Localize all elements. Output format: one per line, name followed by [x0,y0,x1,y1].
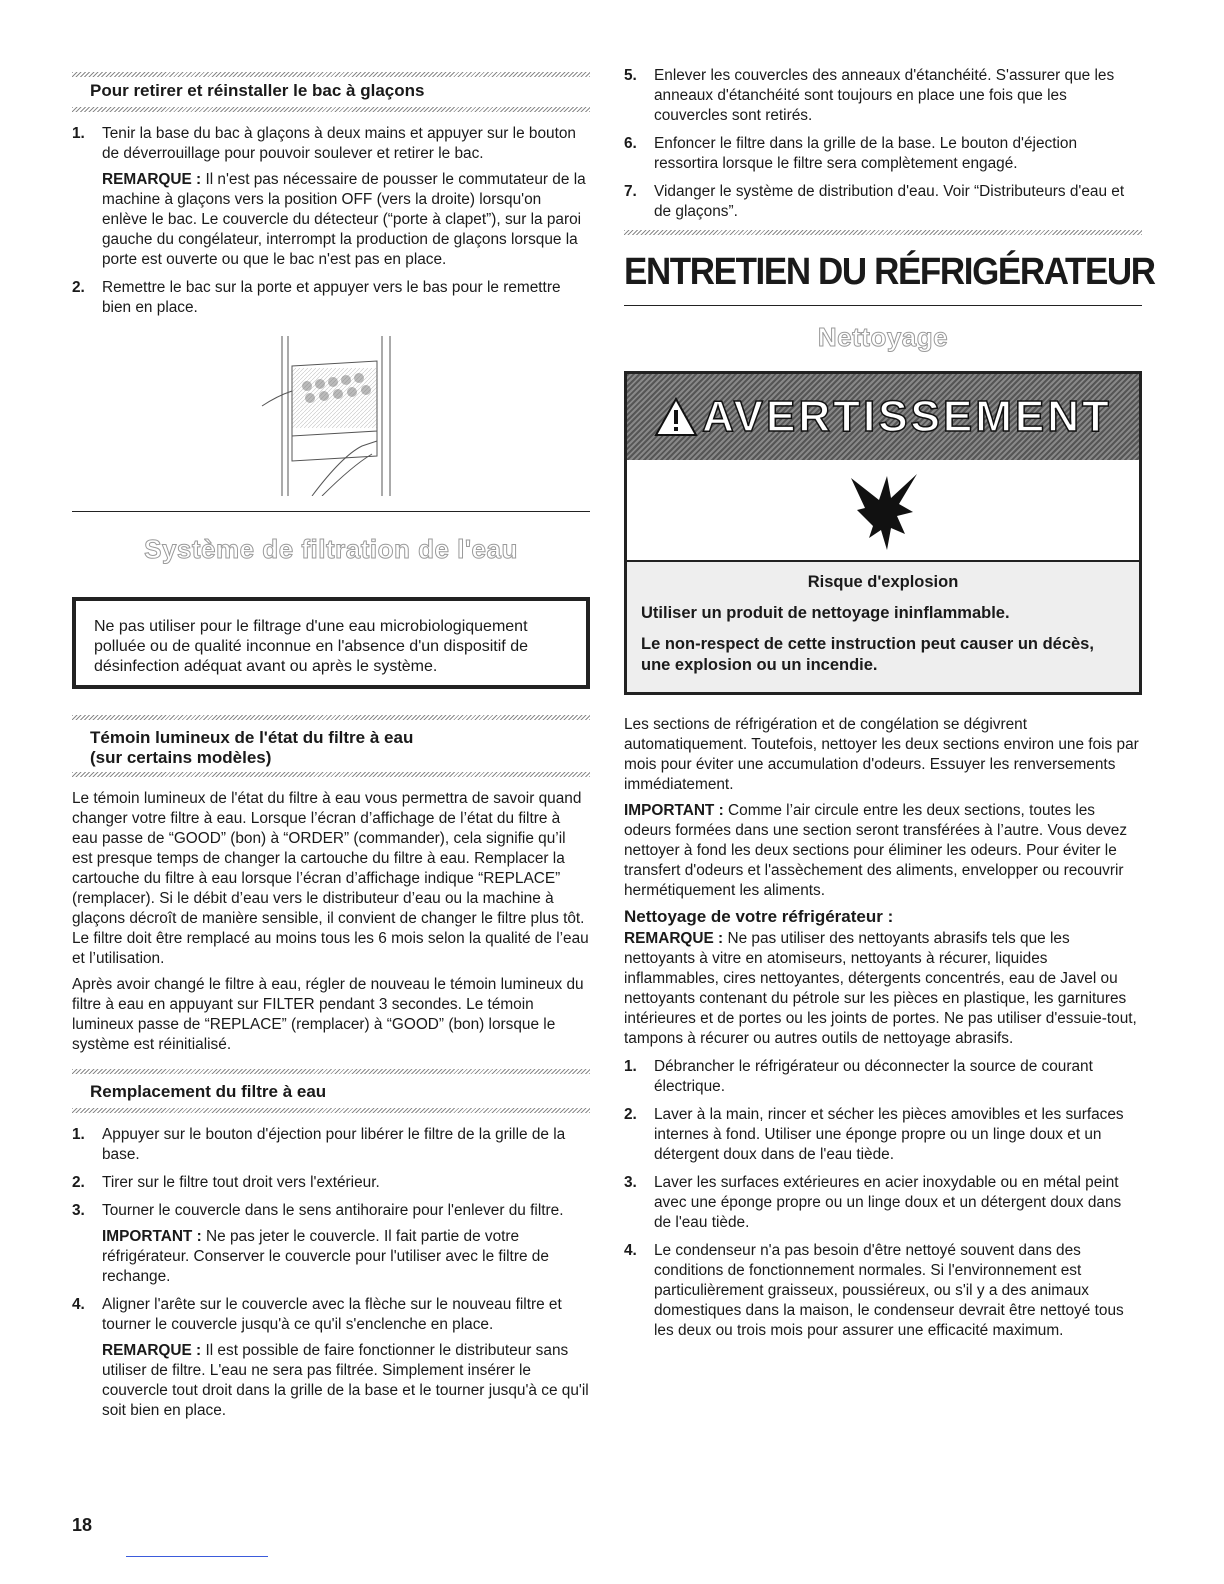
filter-replacement-steps [72,1125,590,1421]
list-item: 5. Enlever les couvercles des anneaux d'étanchéité. S'assurer que les anneaux d'étanchéité sont toujours en place une fois que les couvercles sont retirés. [624,67,1115,124]
filter-replacement-steps-continued [624,66,1142,222]
divider [72,772,590,777]
filtration-title: Système de filtration de l'eau [144,534,518,564]
ice-bin-illustration [252,336,452,496]
explosion-icon [627,460,1139,562]
important-paragraph: IMPORTANT : Comme l’air circule entre les deux sections, toutes les odeurs formées dans une section seront transférées à l’autre. Vous devez nettoyer à fond les deux sections pour éliminer les odeurs. Pour éviter le transfert d'odeurs et l'assèchement des aliments, envelopper ou recouvrir hermétiquement les aliments. [624,802,1128,899]
cleaning-steps [624,1057,1142,1341]
list-item: 3. Laver les surfaces extérieures en acier inoxydable ou en métal peint avec une éponge propre ou un linge doux et un détergent doux dans de l'eau tiède. [624,1174,1122,1231]
list-item: 7. Vidanger le système de distribution d'eau. Voir “Distributeurs d'eau et de glaçons”. [624,183,1125,220]
heading-filter-replacement: Remplacement du filtre à eau [90,1082,327,1101]
list-item: 1. Appuyer sur le bouton d'éjection pour libérer le filtre de la grille de la base. [72,1126,566,1163]
cleaning-subheading: Nettoyage de votre réfrigérateur : [624,907,894,926]
heading-filter-indicator: Témoin lumineux de l'état du filtre à eau (sur certains modèles) [90,728,414,767]
left-column [72,62,590,1429]
filter-reset-paragraph: Après avoir changé le filtre à eau, régler de nouveau le témoin lumineux du filtre à eau en appuyant sur FILTER pendant 3 secondes. Le témoin lumineux passe de “REPLACE” (remplacer) à “GOOD” (bon) lorsque le système est réinitialisé. [72,976,584,1053]
warning-triangle-icon [654,397,698,437]
main-title: ENTRETIEN DU RÉFRIGÉRATEUR [624,251,1155,293]
list-item: 4. Le condenseur n'a pas besoin d'être nettoyé souvent dans des conditions de fonctionnement normales. Si l'environnement est particulièrement graisseux, poussiéreux, ou s'il y a des animaux domestiques dans la maison, le condenseur devrait être nettoyé tous les deux ou trois mois pour assurer une efficacité maximum. [624,1242,1124,1339]
list-item: 1. Débrancher le réfrigérateur ou déconnecter la source de courant électrique. [624,1058,1093,1095]
list-item: 4. Aligner l'arête sur le couvercle avec la flèche sur le nouveau filtre et tourner le couvercle jusqu'à ce qu'il s'enclenche en place. REMARQUE : Il est possible de faire fonctionner le distributeur sans utiliser de filtre. L'eau ne sera pas filtrée. Simplement insérer le couvercle tout droit dans la grille de la base et le tourner jusqu'à ce qu'il soit bien en place. [72,1296,589,1419]
list-item: 2. Remettre le bac sur la porte et appuyer vers le bas pour le remettre bien en place. [72,279,561,316]
defrost-paragraph: Les sections de réfrigération et de congélation se dégivrent automatiquement. Toutefois, nettoyer les deux sections environ une fois par mois pour éviter une accumulation d'odeurs. Essuyer les renversements immédiatement. [624,716,1139,793]
list-item: 2. Tirer sur le filtre tout droit vers l'extérieur. [72,1174,380,1191]
footer-line [126,1556,268,1557]
divider [624,230,1142,235]
warning-risk: Risque d'explosion [807,573,959,591]
divider [72,1108,590,1113]
divider [72,107,590,112]
filter-indicator-paragraph: Le témoin lumineux de l'état du filtre à eau vous permettra de savoir quand changer votre filtre à eau. Lorsque l’écran d’affichage de l’état du filtre à eau passe de “GOOD” (bon) à “ORDER” (commander), cela signifie qu’il est presque temps de changer la cartouche du filtre à eau. Remplacer la cartouche du filtre à eau lorsque l’écran d’affichage indique “REPLACE” (remplacer). Si le débit d’eau vers le distributeur d’eau ou la machine à glaçons décroît de manière sensible, il convient de changer le filtre plus tôt. Le filtre doit être remplacé au moins tous les 6 mois selon la qualité de l’eau et l’utilisation. [72,790,589,967]
heading-ice-bin: Pour retirer et réinstaller le bac à glaçons [90,81,425,100]
cleaning-title: Nettoyage [817,322,949,352]
ice-bin-steps [72,124,590,318]
filtration-warning-box: Ne pas utiliser pour le filtrage d'une eau microbiologiquement polluée ou de qualité inconnue en l'absence d'un dispositif de désinfection adéquat avant ou après le système. [72,597,590,689]
list-item: 1. Tenir la base du bac à glaçons à deux mains et appuyer sur le bouton de déverrouillage pour pouvoir soulever et retirer le bac. REMARQUE : Il n'est pas nécessaire de pousser le commutateur de la machine à glaçons vers la position OFF (vers la droite) lorsqu'on enlève le bac. Le couvercle du détecteur (“porte à clapet”), sur la paroi gauche du congélateur, interrompt la production de glaçons lorsque la porte est ouverte ou que le bac n'est pas en place. [72,125,586,268]
right-column [624,62,1155,1349]
list-item: 2. Laver à la main, rincer et sécher les pièces amovibles et les surfaces internes à fond. Utiliser une éponge propre ou un linge doux et un détergent doux dans de l'eau tiède. [624,1106,1124,1163]
page-number: 18 [72,1515,93,1535]
remarque-paragraph: REMARQUE : Ne pas utiliser des nettoyants abrasifs tels que les nettoyants à vitre en atomiseurs, nettoyants à récurer, liquides inflammables, cires nettoyantes, détergents concentrés, eau de Javel ou nettoyants contenant du pétrole sur les pièces en plastique, les garnitures intérieures et de portes ou les joints de portes. Ne pas utiliser d'essuie-tout, tampons à récurer ou autres outils de nettoyage abrasifs. [624,930,1137,1047]
list-item: 3. Tourner le couvercle dans le sens antihoraire pour l'enlever du filtre. IMPORTANT : Ne pas jeter le couvercle. Il fait partie de votre réfrigérateur. Conserver le couvercle pour l'utiliser avec le filtre de rechange. [72,1202,564,1285]
list-item: 6. Enfoncer le filtre dans la grille de la base. Le bouton d'éjection ressortira lorsque le filtre sera complètement engagé. [624,135,1078,172]
warning-text: Risque d'explosion Utiliser un produit de nettoyage ininflammable. Le non-respect de cette instruction peut causer un décès, une explosion ou un incendie. [627,562,1139,692]
warning-banner: AVERTISSEMENT [627,374,1139,460]
warning-panel [624,371,1142,695]
